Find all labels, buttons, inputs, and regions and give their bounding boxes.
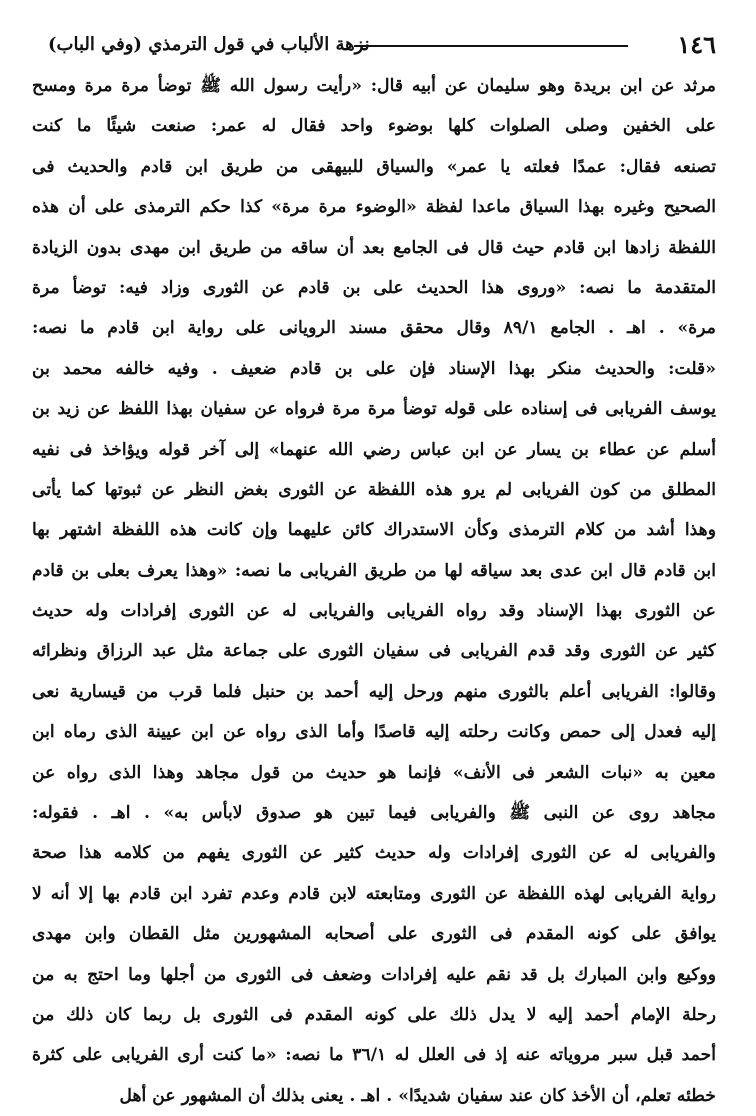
- page-number: ١٤٦: [677, 30, 716, 59]
- text-line: على الخفين وصلى الصلوات كلها بوضوء واحد فقال له عمر: صنعت شيئًا ما كنت: [32, 116, 716, 137]
- text-line: أسلم عن عطاء بن يسار عن ابن عباس رضي الله عنهما» إلى آخر قوله ويؤاخذ فى نفيه: [32, 439, 716, 460]
- text-line: مرة» . اهـ . الجامع ٨٩/١ وقال محقق مسند الرويانى على رواية ابن قادم ما نصه:: [32, 318, 716, 339]
- running-title: نزهة الألباب في قول الترمذي (وفي الباب): [48, 34, 370, 55]
- text-line: معين به «نبات الشعر فى الأنف» فإنما هو حديث من قول مجاهد وهذا الذى رواه عن: [32, 762, 716, 783]
- header-rule: [354, 45, 628, 47]
- text-line: ووكيع وابن المبارك بل قد نقم عليه إفرادات وضعف فى الثورى من أجلها وما احتج به من: [32, 964, 716, 985]
- text-line: اللفظة زادها ابن قادم حيث قال فى الجامع بعد أن ساقه من طريق ابن مهدى بدون الزيادة: [32, 237, 716, 258]
- text-line: مجاهد روى عن النبى ﷺ والفريابى فيما تبين هو صدوق لابأس به» . اهـ . فقوله:: [32, 803, 716, 824]
- text-line: كثير عن الثورى وقد قدم الفريابى فى سفيان الثورى على جماعة مثل عبد الرزاق ونظرائه: [32, 641, 716, 662]
- text-line: تصنعه فقال: عمدًا فعلته يا عمر» والسياق للبيهقى من طريق ابن قادم والحديث فى: [32, 156, 716, 177]
- page-header: [48, 28, 716, 62]
- text-line: وقالوا: الفريابى أعلم بالثورى منهم ورحل إليه أحمد بن حنبل فلما قرب من قيسارية نعى: [32, 681, 716, 702]
- text-line: أحمد قبل سبر مروياته عنه إذ فى العلل له ٣٦/١ ما نصه: «ما كنت أرى الفريابى على كثرة: [32, 1045, 716, 1066]
- text-line: عن الثورى بهذا الإسناد وقد رواه الفريابى والفريابى له عن الثورى إفرادات وله حديث: [32, 601, 716, 622]
- text-line: والفريابى له عن الثورى إفرادات وله حديث كثير عن الثورى يفهم من كلامه هذا صحة: [32, 843, 716, 864]
- text-line: رحلة الإمام أحمد إليه لا يدل ذلك على كونه المقدم فى الثورى بل ربما كان ذلك من: [32, 1004, 716, 1025]
- text-line: مرثد عن ابن بريدة وهو سليمان عن أبيه قال: «رأيت رسول الله ﷺ توضأ مرة مرة ومسح: [32, 76, 716, 96]
- text-line: «قلت: والحديث منكر بهذا الإسناد فإن على بن قادم ضعيف . وفيه خالفه محمد بن: [32, 358, 716, 379]
- text-line: رواية الفريابى لهذه اللفظة عن الثورى ومتابعته لابن قادم وعدم تفرد ابن قادم بها إلا أنه لا: [32, 883, 716, 904]
- text-line: الصحيح وغيره بهذا السياق ماعدا لفظة «الوضوء مرة مرة» كذا حكم الترمذى على أن هذه: [32, 197, 716, 218]
- text-line: إليه فعدل إلى حمص وكانت رحلته إليه قاصدًا وأما الذى رواه عن ابن عيينة الذى رماه ابن: [32, 722, 716, 743]
- text-line: ابن قادم قال ابن عدى بعد سياقه لها من طريق الفريابى ما نصه: «وهذا يعرف بعلى بن قادم: [32, 560, 716, 581]
- text-line: المتقدمة ما نصه: «وروى هذا الحديث على بن قادم عن الثورى وزاد فيه: توضأ مرة: [32, 277, 716, 298]
- text-line: يوافق على كونه المقدم فى الثورى على أصحابه المشهورين مثل القطان وابن مهدى: [32, 924, 716, 945]
- body-text: [32, 66, 716, 1116]
- text-line: المطلق من كون الفريابى لم يرو هذه اللفظة عن الثورى بغض النظر عن ثبوتها كما يأتى: [32, 479, 716, 500]
- text-line: وهذا أشد من كلام الترمذى وكأن الاستدراك كائن عليهما وإن كانت هذه اللفظة اشتهر بها: [32, 520, 716, 541]
- text-line: خطئه تعلم، أن الأخذ كان عند سفيان شديدًا» . اهـ . يعنى بذلك أن المشهور عن أهل: [119, 1085, 716, 1106]
- text-line: يوسف الفريابى فى إسناده على قوله توضأ مرة مرة فرواه عن سفيان بهذا اللفظ عن زيد بن: [32, 399, 716, 420]
